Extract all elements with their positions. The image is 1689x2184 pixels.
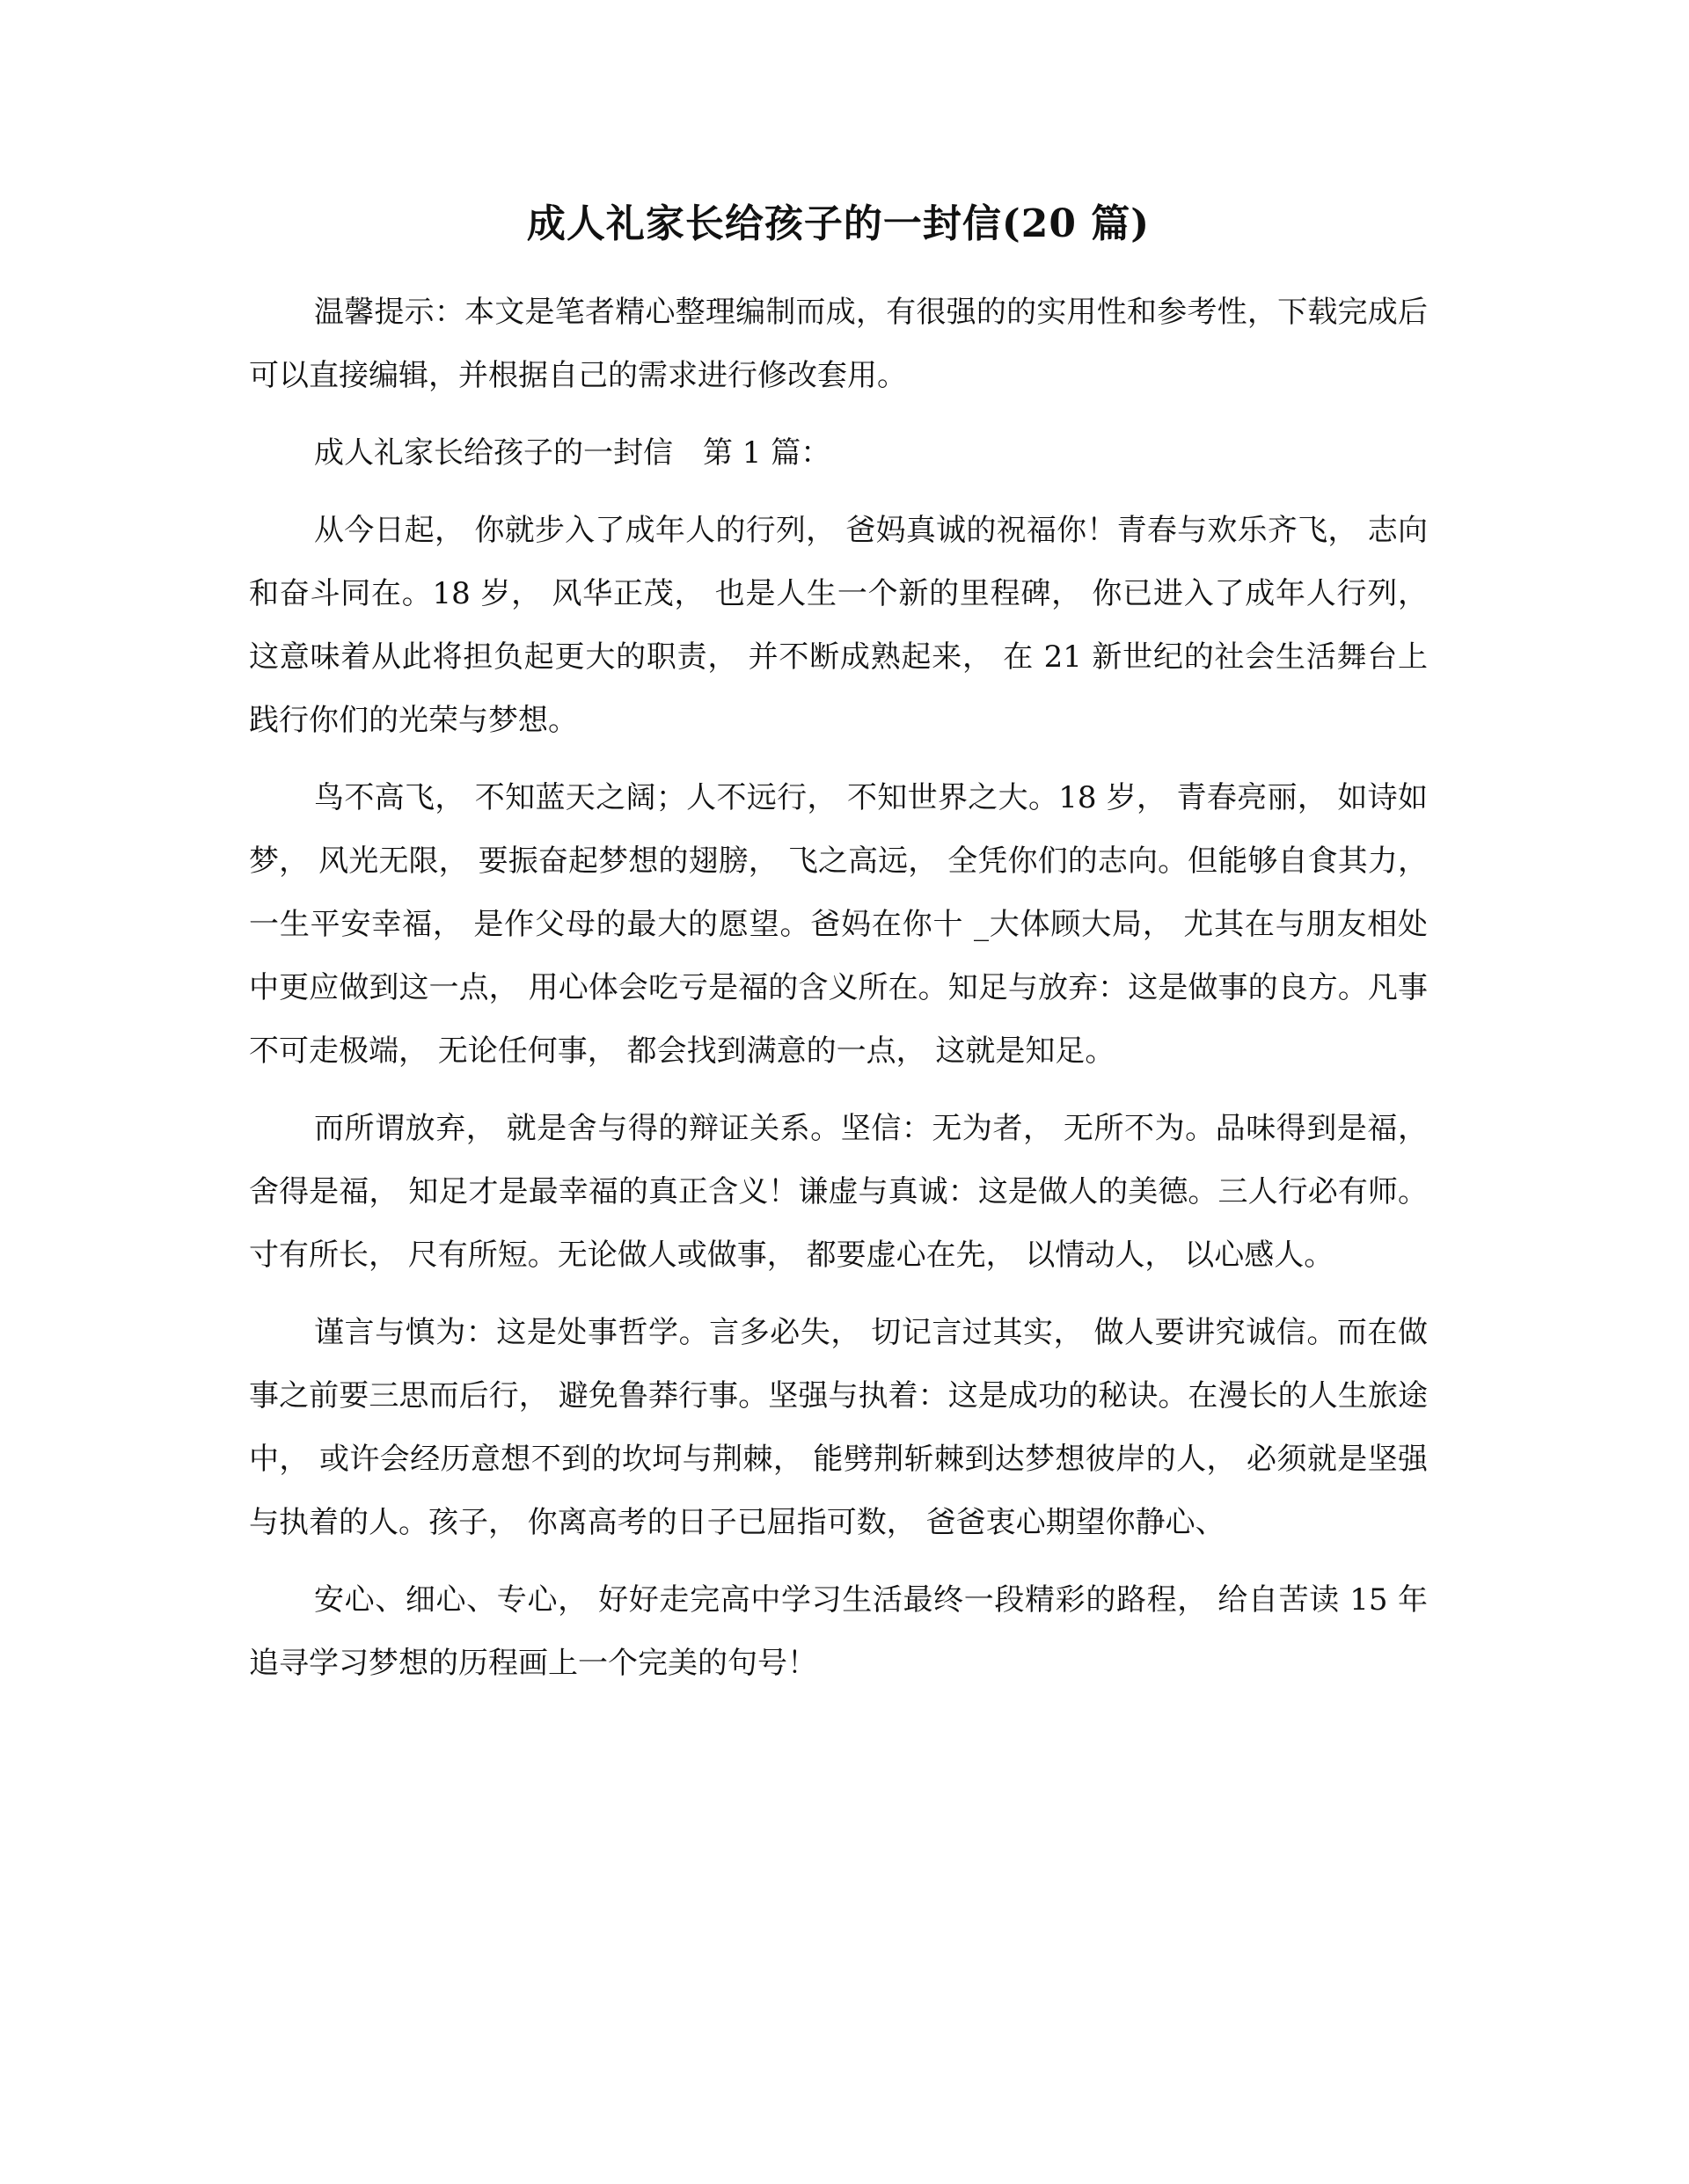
document-title: 成人礼家长给孩子的一封信(20 篇) <box>526 201 1151 246</box>
body-paragraph-4: 谨言与慎为：这是处事哲学。言多必失， 切记言过其实， 做人要讲究诚信。而在做事之前要三思而后行， 避免鲁莽行事。坚强与执着：这是成功的秘诀。在漫长的人生旅途中， 或许会经历意想不到的坎坷与荆棘， 能劈荆斩棘到达梦想彼岸的人， 必须就是坚强与执着的人。孩子， 你离高考的日子已屈指可数， 爸爸衷心期望你静心、 <box>249 1315 1428 1540</box>
body-paragraph-5: 安心、细心、专心， 好好走完高中学习生活最终一段精彩的路程， 给自苦读 15 年追寻学习梦想的历程画上一个完美的句号！ <box>249 1582 1428 1681</box>
notice-paragraph: 温馨提示：本文是笔者精心整理编制而成，有很强的的实用性和参考性，下载完成后可以直接编辑，并根据自己的需求进行修改套用。 <box>249 295 1428 393</box>
body-paragraph-3: 而所谓放弃， 就是舍与得的辩证关系。坚信：无为者， 无所不为。品味得到是福， 舍得是福， 知足才是最幸福的真正含义！谦虚与真诚：这是做人的美德。三人行必有师。寸有所长， 尺有所短。无论做人或做事， 都要虚心在先， 以情动人， 以心感人。 <box>249 1111 1428 1273</box>
body-paragraph-1: 从今日起， 你就步入了成年人的行列， 爸妈真诚的祝福你！青春与欢乐齐飞， 志向和奋斗同在。18 岁， 风华正茂， 也是人生一个新的里程碑， 你已进入了成年人行列， 这意味着从此将担负起更大的职责， 并不断成熟起来， 在 21 新世纪的社会生活舞台上践行你们的光荣与梦想。 <box>249 513 1428 738</box>
document-page <box>249 198 1428 1709</box>
section-heading: 成人礼家长给孩子的一封信 第 1 篇： <box>314 435 831 471</box>
body-paragraph-2: 鸟不高飞， 不知蓝天之阔；人不远行， 不知世界之大。18 岁， 青春亮丽， 如诗如梦， 风光无限， 要振奋起梦想的翅膀， 飞之高远， 全凭你们的志向。但能够自食其力， 一生平安幸福， 是作父母的最大的愿望。爸妈在你十 _大体顾大局， 尤其在与朋友相处中更应做到这一点， 用心体会吃亏是福的含义所在。知足与放弃：这是做事的良方。凡事不可走极端， 无论任何事， 都会找到满意的一点， 这就是知足。 <box>249 780 1428 1069</box>
